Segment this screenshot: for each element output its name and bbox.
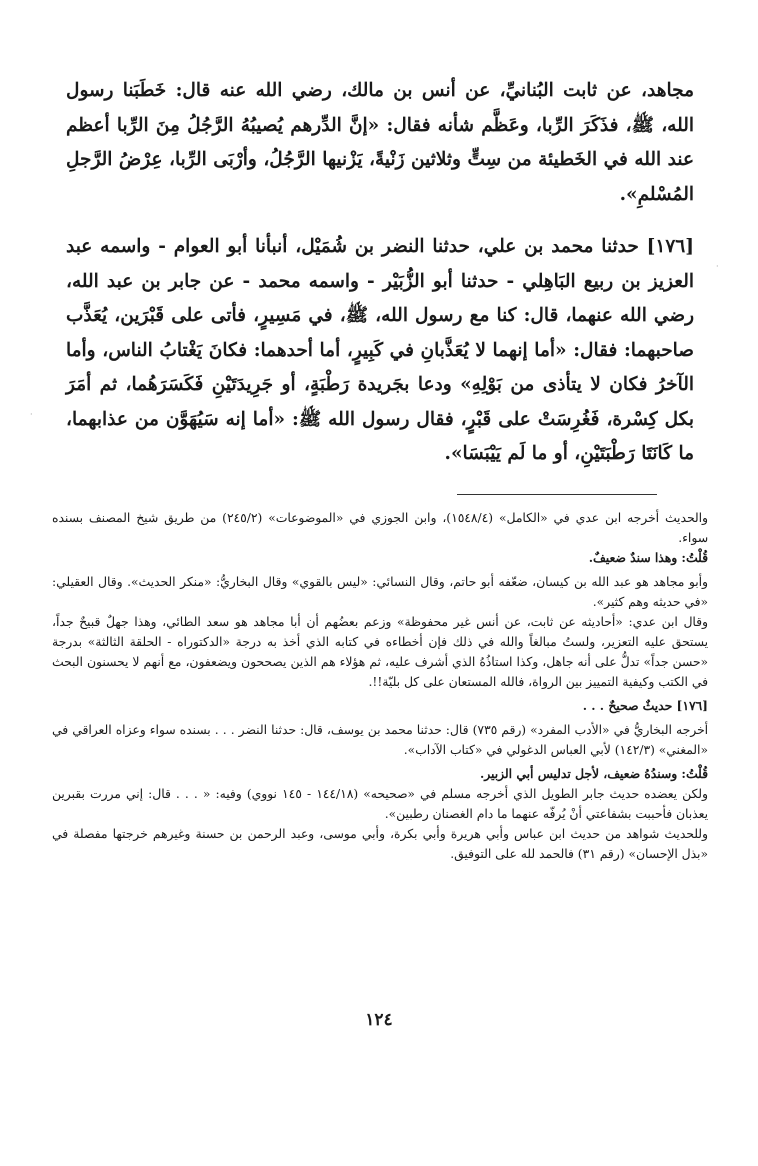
footnote-line: قُلْتُ: وسندُهُ ضعيف، لأجل تدليس أبي الزبير. [479,766,708,781]
main-text-block [66,74,694,472]
footnote-line: ولكن يعضده حديث جابر الطويل الذي أخرجه مسلم في «صحيحه» (١٤٤/١٨ - ١٤٥ نووي) وفيه: « . . . قال: إني مررت بقبرين يعذبان فأحببت بشفاعتي أنْ يُرفّه عنهما ما دام الغصنان رطبين». [52,787,708,821]
footnote-line: وللحديث شواهد من حديث ابن عباس وأبي هريرة وأبي بكرة، وأبي موسى، وعبد الرحمن بن حسنة وغيرهم خرجتها مفصلة في «بذل الإحسان» (رقم ٣١) فالحمد لله على التوفيق. [52,827,708,861]
main-paragraph-1: مجاهد، عن ثابت البُنانيِّ، عن أنس بن مالك، رضي الله عنه قال: خَطَبَنا رسول الله، ﷺ، فذَكَرَ الرِّبا، وعَظَّم شأنه فقال: «إنَّ الدِّرهم يُصيبُهُ الرَّجُلُ مِنَ الرِّبا أعظم عند الله في الخَطيئة من سِتٍّ وثلاثين زَنْيةً، يَزْنيها الرَّجُلُ، وأرْبَى الرِّبا، عِرْضُ الرَّجلِ المُسْلمِ». [66,80,694,205]
main-paragraph-hadith-176: [١٧٦] حدثنا محمد بن علي، حدثنا النضر بن شُمَيْل، أنبأنا أبو العوام - واسمه عبد العزيز بن ربيع البَاهِلي - حدثنا أبو الزُّبَيْر - واسمه محمد - عن جابر بن عبد الله، رضي الله عنهما، قال: كنا مع رسول الله، ﷺ، في مَسِيرٍ، فأتى على قَبْرَين، يُعَذَّب صاحبهما: فقال: «أما إنهما لا يُعَذَّبانِ في كَبِيرٍ، أما أحدهما: فكانَ يَغْتابُ الناس، وأما الآخرُ فكان لا يتأذى من بَوْلِهِ» ودعا بجَريدة رَطْبَةٍ، أو جَرِيدَتَيْنِ فَكَسَرَهُما، ثم أمَرَ بكل كِسْرة، فَغُرِسَتْ على قَبْرٍ، فقال رسول الله ﷺ: «أما إنه سَيُهَوَّن من عذابهما، ما كَانَتَا رَطْبَتَيْنِ، أو ما لَم يَيْبَسَا». [66,236,694,464]
scan-speck: · [30,410,33,419]
footnote-line: والحديث أخرجه ابن عدي في «الكامل» (١٥٤٨/٤)، وابن الجوزي في «الموضوعات» (٢٤٥/٢) من طريق شيخ المصنف بسنده سواء. [52,511,708,545]
footnotes-block [52,508,708,864]
footnote-separator [457,494,657,495]
footnote-line: وقال ابن عدي: «أحاديثه عن ثابت، عن أنس غير محفوظة» وزعم بعضُهم أن أبا مجاهد هو سعد الطائي، وهذا جهلٌ قبيحٌ جداً، يستحق عليه التعزير، ولستُ مبالغاً والله في ذلك فإن أخطاءه في كتابه الذي أخذ به درجة «الدكتوراه - الحلقة الثالثة» بدرجة «حسن جداً» تدلُّ على أنه جاهل، وكذا استاذُهُ الذي أشرف عليه، ثم هؤلاء هم الذين يصححون ويضعفون، مع أنهم لا يحسنون البحث في الكتب وكيفية التمييز بين الرواة، فالله المستعان على كل بليّة!!. [52,615,708,689]
footnote-line: وأبو مجاهد هو عبد الله بن كيسان، ضعّفه أبو حاتم، وقال النسائي: «ليس بالقوي» وقال البخاريُّ: «منكر الحديث». وقال العقيلي: «في حديثه وهم كثير». [52,575,708,609]
page-number: ١٢٤ [365,1010,393,1030]
scan-speck: · [716,262,719,271]
footnote-line: أخرجه البخاريُّ في «الأدب المفرد» (رقم ٧٣٥) قال: حدثنا محمد بن يوسف، قال: حدثنا النضر . . . بسنده سواء وعزاه العراقي في «المغني» (١٤٢/٣) لأبي العباس الدغولي في «كتاب الآداب». [52,723,709,757]
footnote-line: [١٧٦] حديثٌ صحيحٌ . . . [582,698,708,713]
footnote-line: قُلْتُ: وهذا سندٌ ضعيفٌ. [588,550,708,565]
